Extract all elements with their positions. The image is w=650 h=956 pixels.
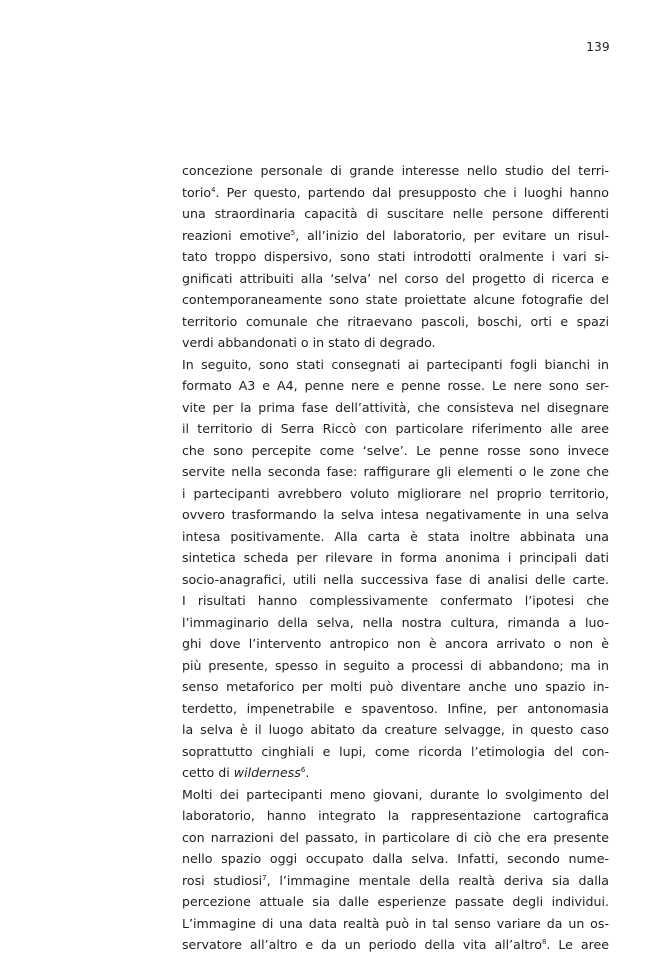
text-line: gnificati attribuiti alla ‘selva’ nel corso del progetto di ricerca e xyxy=(182,270,609,286)
text-line: laboratorio, hanno integrato la rappresentazione cartografica xyxy=(182,808,609,823)
text-line: In seguito, sono stati consegnati ai partecipanti fogli bianchi in xyxy=(182,356,609,372)
footnote-marker: 8 xyxy=(541,937,547,946)
text-line: contemporaneamente sono state proiettate alcune fotografie del xyxy=(182,292,609,307)
text-segment: torio xyxy=(182,184,212,200)
text-line: il territorio di Serra Riccò con particolare riferimento alle aree xyxy=(182,421,609,436)
text-line: l’immaginario della selva, nella nostra cultura, rimanda a luo- xyxy=(182,614,609,630)
footnote-marker: 5 xyxy=(290,228,296,237)
text-segment: servatore all’altro e da un periodo della vita all’altro xyxy=(182,937,542,952)
text-line: soprattutto cinghiali e lupi, come ricorda l’etimologia del con- xyxy=(182,743,609,759)
text-line: terdetto, impenetrabile e spaventoso. Infine, per antonomasia xyxy=(182,700,609,716)
footnote-marker: 4 xyxy=(211,185,216,194)
text-segment: cetto di xyxy=(182,765,234,780)
text-line: una straordinaria capacità di suscitare nelle persone differenti xyxy=(182,206,609,221)
page-number: 139 xyxy=(586,40,610,54)
text-line: senso metaforico per molti può diventare anche uno spazio in- xyxy=(182,679,609,694)
text-line: I risultati hanno complessivamente confermato l’ipotesi che xyxy=(182,593,609,608)
footnote-marker: 7 xyxy=(262,873,267,882)
text-line: formato A3 e A4, penne nere e penne rosse. Le nere sono ser- xyxy=(182,378,609,393)
text-line xyxy=(182,870,609,892)
text-line: più presente, spesso in seguito a processi di abbandono; ma in xyxy=(182,657,609,673)
text-segment: reazioni emotive xyxy=(182,227,291,243)
text-line xyxy=(182,225,609,247)
body-text xyxy=(182,160,609,956)
text-line: L’immagine di una data realtà può in tal senso variare da un os- xyxy=(182,915,609,931)
text-segment: . xyxy=(305,765,310,780)
text-line: concezione personale di grande interesse nello studio del terri- xyxy=(182,163,609,178)
text-line: socio-anagrafici, utili nella successiva fase di analisi delle carte. xyxy=(182,571,609,587)
text-line: percezione attuale sia dalle esperienze passate degli individui. xyxy=(182,894,609,909)
text-line: territorio comunale che ritraevano pascoli, boschi, orti e spazi xyxy=(182,313,609,329)
text-line: Molti dei partecipanti meno giovani, durante lo svolgimento del xyxy=(182,786,609,802)
text-line: intesa positivamente. Alla carta è stata inoltre abbinata una xyxy=(182,528,609,544)
text-line: tato troppo dispersivo, sono stati introdotti oralmente i vari si- xyxy=(182,249,609,264)
text-line: la selva è il luogo abitato da creature selvagge, in questo caso xyxy=(182,722,609,737)
text-line: che sono percepite come ‘selve’. Le penne rosse sono invece xyxy=(182,442,609,458)
italic-term: wilderness xyxy=(233,765,301,780)
text-segment: , l’immagine mentale della realtà deriva sia dalla xyxy=(266,872,609,888)
text-line xyxy=(182,762,609,784)
text-line: verdi abbandonati o in stato di degrado. xyxy=(182,335,436,350)
text-line: ghi dove l’intervento antropico non è ancora arrivato o non è xyxy=(182,636,609,651)
text-line: sintetica scheda per rilevare in forma anonima i principali dati xyxy=(182,550,609,565)
text-line: servite nella seconda fase: raffigurare gli elementi o le zone che xyxy=(182,464,609,479)
text-segment: . Le aree xyxy=(546,937,609,952)
text-line: con narrazioni del passato, in particolare di ciò che era presente xyxy=(182,829,609,845)
text-line xyxy=(182,182,609,204)
footnote-marker: 6 xyxy=(300,765,306,774)
text-segment: . Per questo, partendo dal presupposto che i luoghi hanno xyxy=(215,184,609,200)
text-segment: , all’inizio del laboratorio, per evitare un risul- xyxy=(295,227,609,243)
text-line xyxy=(182,934,609,956)
text-line: nello spazio oggi occupato dalla selva. Infatti, secondo nume- xyxy=(182,851,609,866)
text-line: i partecipanti avrebbero voluto migliorare nel proprio territorio, xyxy=(182,485,609,501)
text-segment: rosi studiosi xyxy=(182,872,263,888)
text-line: vite per la prima fase dell’attività, che consisteva nel disegnare xyxy=(182,399,609,415)
text-line: ovvero trasformando la selva intesa negativamente in una selva xyxy=(182,507,609,522)
